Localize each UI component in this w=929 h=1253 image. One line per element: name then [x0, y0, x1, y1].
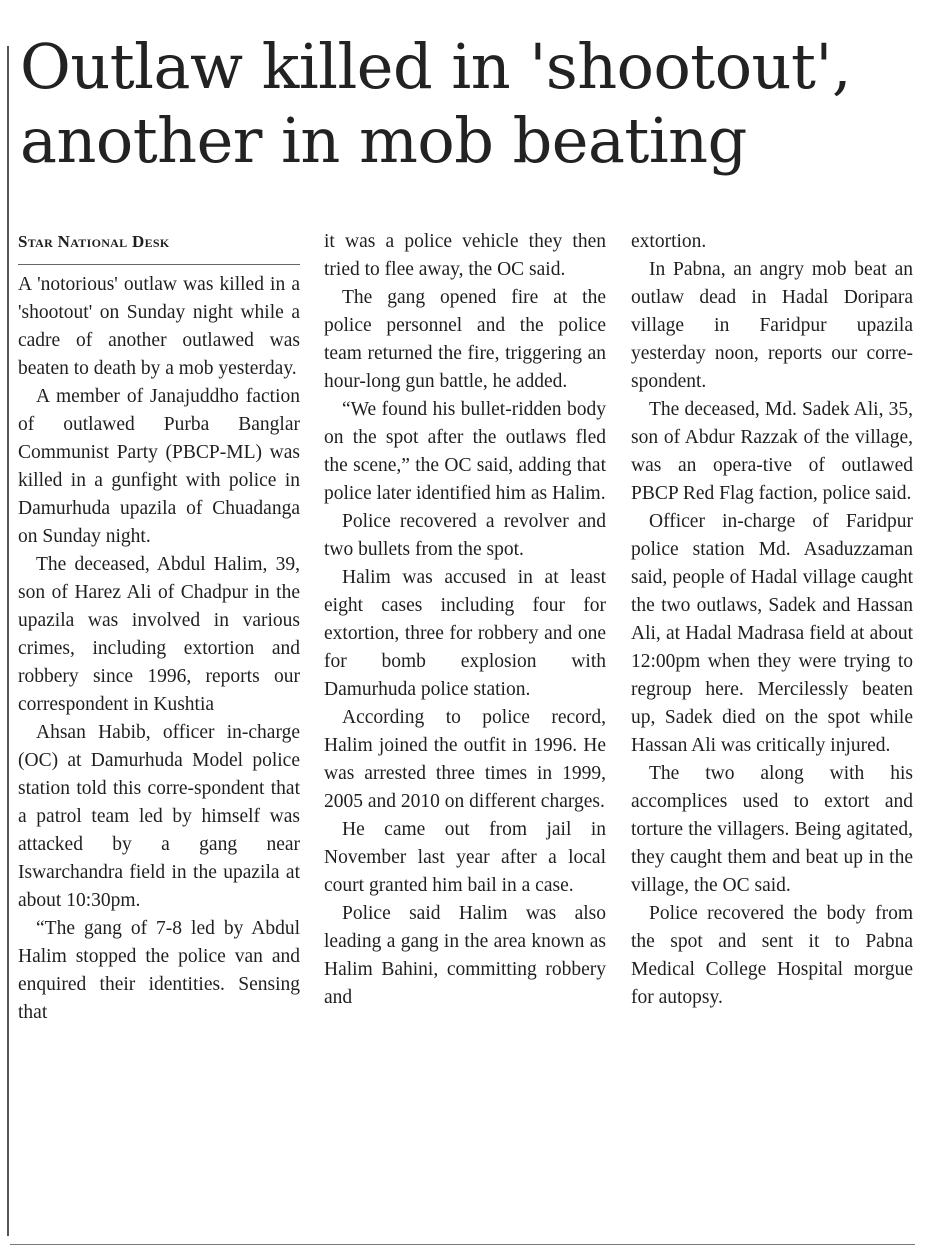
paragraph: The two along with his accomplices used to extort and torture the villagers. Being agitated, they caught them and beat up in the village, the OC said. — [631, 763, 913, 896]
paragraph: Police recovered the body from the spot and sent it to Pabna Medical College Hospital morgue for autopsy. — [631, 903, 913, 1008]
left-column-rule — [7, 46, 9, 1236]
article-body — [18, 228, 918, 1238]
headline — [20, 30, 920, 178]
headline-line-1: Outlaw killed in 'shootout', — [20, 30, 852, 103]
byline-divider — [18, 264, 300, 265]
paragraph: The deceased, Md. Sadek Ali, 35, son of Abdur Razzak of the village, was an opera-tive of outlawed PBCP Red Flag faction, police said. — [631, 399, 913, 504]
paragraph: The deceased, Abdul Halim, 39, son of Harez Ali of Chadpur in the upazila was involved in various crimes, including extortion and robbery since 1996, reports our correspondent in Kushtia — [18, 554, 300, 715]
paragraph: In Pabna, an angry mob beat an outlaw dead in Hadal Doripara village in Faridpur upazila yesterday noon, reports our corre-spondent. — [631, 259, 913, 392]
paragraph: “We found his bullet-ridden body on the spot after the outlaws fled the scene,” the OC said, adding that police later identified him as Halim. — [324, 399, 606, 504]
paragraph: He came out from jail in November last year after a local court granted him bail in a case. — [324, 819, 606, 896]
paragraph: Officer in-charge of Faridpur police station Md. Asaduzzaman said, people of Hadal village caught the two outlaws, Sadek and Hassan Ali, at Hadal Madrasa field at about 12:00pm when they were trying to regroup here. Mercilessly beaten up, Sadek died on the spot while Hassan Ali was critically injured. — [631, 511, 913, 756]
paragraph: it was a police vehicle they then tried to flee away, the OC said. — [324, 231, 606, 280]
column-2 — [324, 228, 606, 1012]
paragraph: According to police record, Halim joined the outfit in 1996. He was arrested three times in 1999, 2005 and 2010 on different charges. — [324, 707, 606, 812]
column-3 — [631, 228, 913, 1012]
byline-text: Star National Desk — [18, 232, 170, 251]
paragraph: Ahsan Habib, officer in-charge (OC) at Damurhuda Model police station told this corre-spondent that a patrol team led by himself was attacked by a gang near Iswarchandra field in the upazila at about 10:30pm. — [18, 722, 300, 911]
headline-line-2: another in mob beating — [20, 104, 747, 177]
paragraph: The gang opened fire at the police personnel and the police team returned the fire, triggering an hour-long gun battle, he added. — [324, 287, 606, 392]
paragraph: “The gang of 7-8 led by Abdul Halim stopped the police van and enquired their identities. Sensing that — [18, 918, 300, 1023]
paragraph: Police recovered a revolver and two bullets from the spot. — [324, 511, 606, 560]
paragraph: Police said Halim was also leading a gang in the area known as Halim Bahini, committing robbery and — [324, 903, 606, 1008]
column-1 — [18, 228, 300, 1027]
byline — [18, 228, 300, 256]
paragraph: A 'notorious' outlaw was killed in a 'shootout' on Sunday night while a cadre of another outlawed was beaten to death by a mob yesterday. — [18, 274, 300, 379]
paragraph: Halim was accused in at least eight cases including four for extortion, three for robbery and one for bomb explosion with Damurhuda police station. — [324, 567, 606, 700]
bottom-rule — [10, 1244, 915, 1245]
paragraph: extortion. — [631, 231, 707, 252]
paragraph: A member of Janajuddho faction of outlawed Purba Banglar Communist Party (PBCP-ML) was killed in a gunfight with police in Damurhuda upazila of Chuadanga on Sunday night. — [18, 386, 300, 547]
